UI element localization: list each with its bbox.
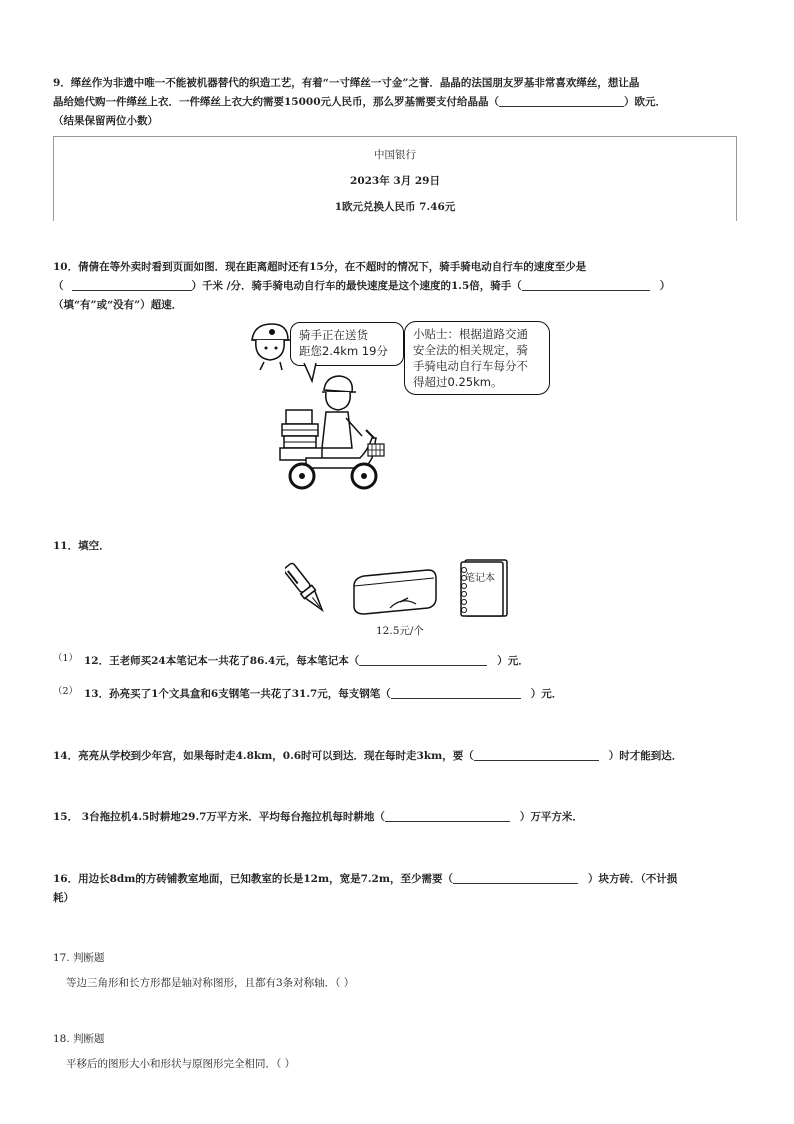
q17-statement: 等边三角形和长方形都是轴对称图形，且都有3条对称轴．（ ） bbox=[66, 977, 355, 989]
sub1-text: 12．王老师买24本笔记本一共花了86.4元，每本笔记本（ bbox=[84, 655, 360, 667]
sub2-text: 13．孙亮买了1个文具盒和6支钢笔一共花了31.7元，每支钢笔（ bbox=[84, 688, 391, 700]
tips-line2: 安全法的相关规定，骑 bbox=[413, 343, 528, 357]
q9-line3: （结果保留两位小数） bbox=[53, 115, 158, 127]
notebook-price: 12.5元/个 bbox=[376, 625, 424, 637]
q18-title: 18. 判断题 bbox=[53, 1033, 105, 1045]
question-16 bbox=[53, 870, 743, 908]
delivery-rider-illustration bbox=[276, 372, 396, 490]
q16-end: ）块方砖．（不计损 bbox=[587, 873, 678, 885]
tips-line1: 小贴士：根据道路交通 bbox=[413, 327, 528, 341]
bubble1-line1: 骑手正在送货 bbox=[299, 328, 368, 342]
sub1-unit: ）元． bbox=[497, 655, 529, 667]
q10-line1: 10．倩倩在等外卖时看到页面如图．现在距离超时还有15分，在不超时的情况下，骑手骑电动自行车的速度至少是 bbox=[53, 261, 587, 273]
sub1-answer-blank[interactable] bbox=[359, 653, 487, 666]
q16-line1 bbox=[53, 870, 743, 889]
q15-answer-blank[interactable] bbox=[385, 809, 510, 822]
q14-end: ）时才能到达． bbox=[608, 750, 683, 762]
sub1-number: （1） bbox=[53, 653, 79, 664]
question-10 bbox=[53, 258, 743, 315]
bubble1-line2: 距您2.4km 19分 bbox=[299, 344, 388, 358]
q15-end: ）万平方米． bbox=[519, 811, 583, 823]
q10-line2-mid: ）千米 /分．骑手骑电动自行车的最快速度是这个速度的1.5倍，骑手（ bbox=[191, 280, 522, 292]
fountain-pen-icon bbox=[285, 560, 325, 616]
tips-line3: 手骑电动自行车每分不 bbox=[413, 359, 528, 373]
q10-overspeed-blank[interactable] bbox=[522, 278, 650, 291]
q16-text: 16．用边长8dm的方砖铺教室地面，已知教室的长是12m，宽是7.2m，至少需要（ bbox=[53, 873, 453, 885]
q10-line2-open: （ bbox=[53, 280, 64, 292]
q11-title: 11．填空． bbox=[53, 540, 110, 552]
pencil-case-icon bbox=[350, 568, 438, 616]
question-9 bbox=[53, 74, 743, 131]
q14-answer-blank[interactable] bbox=[474, 748, 599, 761]
q11-sub1 bbox=[84, 652, 724, 671]
q9-line2 bbox=[53, 93, 743, 112]
q9-line1: 9．缂丝作为非遗中唯一不能被机器替代的织造工艺，有着“一寸缂丝一寸金”之誉．晶晶的法国朋友罗基非常喜欢缂丝，想让晶 bbox=[53, 77, 640, 89]
question-15 bbox=[53, 808, 743, 827]
exchange-rate: 1欧元兑换人民币 7.46元 bbox=[334, 201, 456, 213]
tips-bubble bbox=[404, 321, 550, 395]
q9-line2-start: 晶给她代购一件缂丝上衣．一件缂丝上衣大约需要15000元人民币，那么罗基需要支付给晶晶（ bbox=[53, 96, 500, 108]
sub2-number: （2） bbox=[53, 686, 79, 697]
exchange-rate-box bbox=[53, 136, 737, 221]
rate-date: 2023年 3月 29日 bbox=[350, 175, 440, 187]
sub2-unit: ）元． bbox=[530, 688, 563, 700]
q9-line2-end: ）欧元． bbox=[624, 96, 667, 108]
q14-text: 14．亮亮从学校到少年宫，如果每时走4.8km，0.6时可以到达．现在每时走3km，要（ bbox=[53, 750, 474, 762]
notebook-icon bbox=[457, 558, 509, 618]
q10-line2 bbox=[53, 277, 743, 296]
q16-line2: 耗） bbox=[53, 892, 74, 904]
q15-text: 15． 3台拖拉机4.5时耕地29.7万平方米．平均每台拖拉机每时耕地（ bbox=[53, 811, 385, 823]
question-14 bbox=[53, 747, 743, 766]
tips-line4: 得超过0.25km。 bbox=[413, 375, 503, 389]
q11-sub2 bbox=[84, 685, 724, 704]
q16-answer-blank[interactable] bbox=[453, 871, 578, 884]
sub2-answer-blank[interactable] bbox=[391, 686, 521, 699]
bank-name: 中国银行 bbox=[374, 149, 416, 161]
customer-illustration bbox=[246, 322, 296, 370]
q9-answer-blank[interactable] bbox=[499, 94, 624, 107]
notebook-label: 笔记本 bbox=[465, 573, 495, 584]
q17-title: 17. 判断题 bbox=[53, 952, 105, 964]
q10-line2-close: ） bbox=[659, 280, 671, 292]
q10-line3: （填“有”或“没有”）超速． bbox=[53, 299, 183, 311]
q18-statement: 平移后的图形大小和形状与原图形完全相同．（ ） bbox=[66, 1058, 296, 1070]
delivery-status-bubble bbox=[290, 322, 404, 366]
q10-speed-blank[interactable] bbox=[72, 278, 192, 291]
